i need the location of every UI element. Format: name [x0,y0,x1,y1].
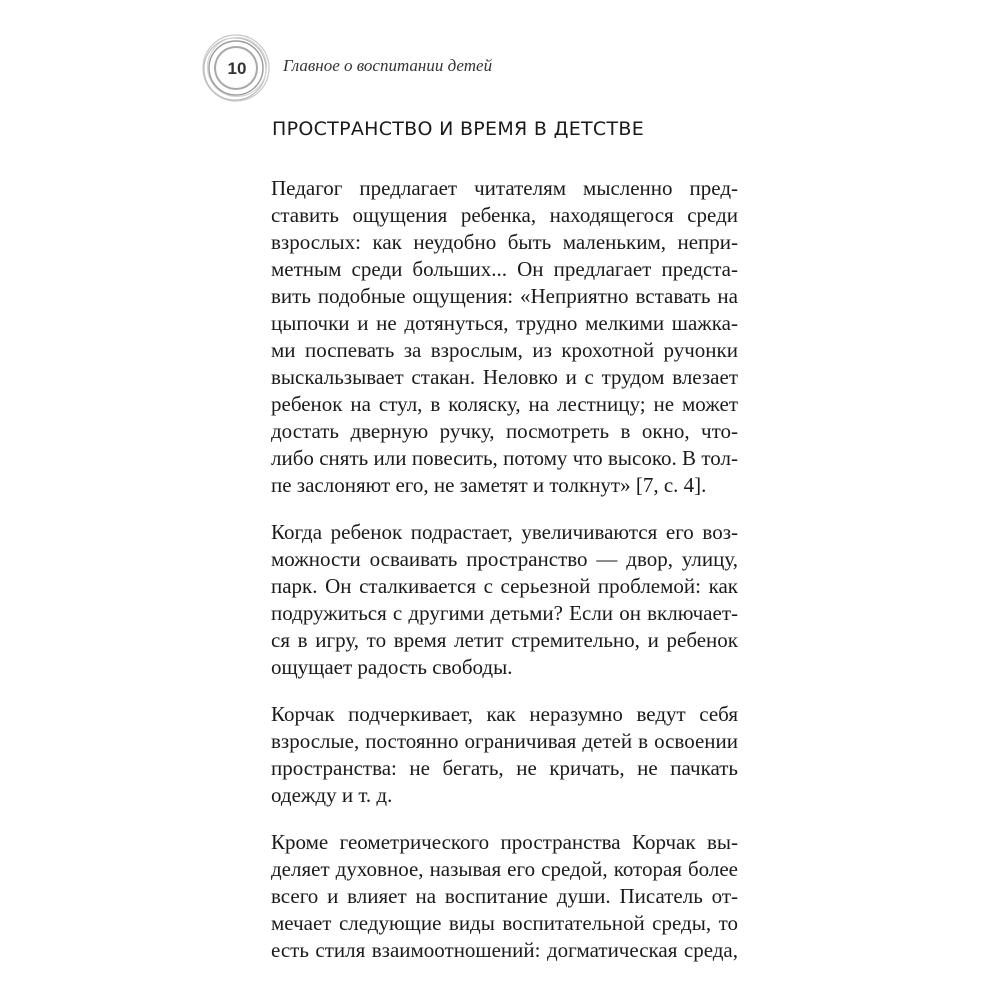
text-line: пе заслоняют его, не заметят и толкнут» [7, с. 4]. [271,473,707,497]
paragraph [271,829,738,964]
text-line: ощущает радость свободы. [271,655,513,679]
text-line: вить подобные ощущения: «Неприятно вставать на [271,284,738,308]
text-line: мечает следующие виды воспитательной среды, то [271,911,738,935]
text-line: ся в игру, то время летит стремительно, и ребенок [271,628,738,652]
text-line: подружиться с другими детьми? Если он включает- [271,601,738,625]
text-line: ставить ощущения ребенка, находящегося среди [271,203,738,227]
text-line: цыпочки и не дотянуться, трудно мелкими шажка- [271,311,738,335]
text-line: метным среди больших... Он предлагает предста- [271,257,738,281]
paragraph [271,519,738,681]
text-line: выскальзывает стакан. Неловко и с трудом влезает [271,365,738,389]
page-number: 10 [227,59,247,78]
text-line: пространства: не бегать, не кричать, не пачкать [271,756,738,780]
text-line: Корчак подчеркивает, как неразумно ведут себя [271,702,738,726]
body-text [271,175,738,984]
text-line: Педагог предлагает читателям мысленно пред- [271,176,738,200]
paragraph [271,701,738,809]
text-line: всего и влияет на воспитание души. Писатель от- [271,884,738,908]
page-number-badge [200,32,272,104]
text-line: Когда ребенок подрастает, увеличиваются его воз- [271,520,738,544]
text-line: Кроме геометрического пространства Корчак вы- [271,830,738,854]
section-title: ПРОСТРАНСТВО И ВРЕМЯ В ДЕТСТВЕ [272,118,645,140]
text-line: взрослых: как неудобно быть маленьким, непри- [271,230,738,254]
text-line: взрослые, постоянно ограничивая детей в освоении [271,729,738,753]
text-line: деляет духовное, называя его средой, которая более [271,857,738,881]
running-title: Главное о воспитании детей [283,56,493,75]
text-line: парк. Он сталкивается с серьезной проблемой: как [271,574,738,598]
text-line: есть стиля взаимоотношений: догматическая среда, [271,938,738,962]
text-line: ми поспевать за взрослым, из крохотной ручонки [271,338,738,362]
text-line: можности осваивать пространство — двор, улицу, [271,547,738,571]
text-line: ребенок на стул, в коляску, на лестницу; не может [271,392,738,416]
text-line: либо снять или повесить, потому что высоко. В тол- [271,446,738,470]
text-line: достать дверную ручку, посмотреть в окно, что- [271,419,738,443]
paragraph [271,175,738,499]
text-line: одежду и т. д. [271,783,393,807]
